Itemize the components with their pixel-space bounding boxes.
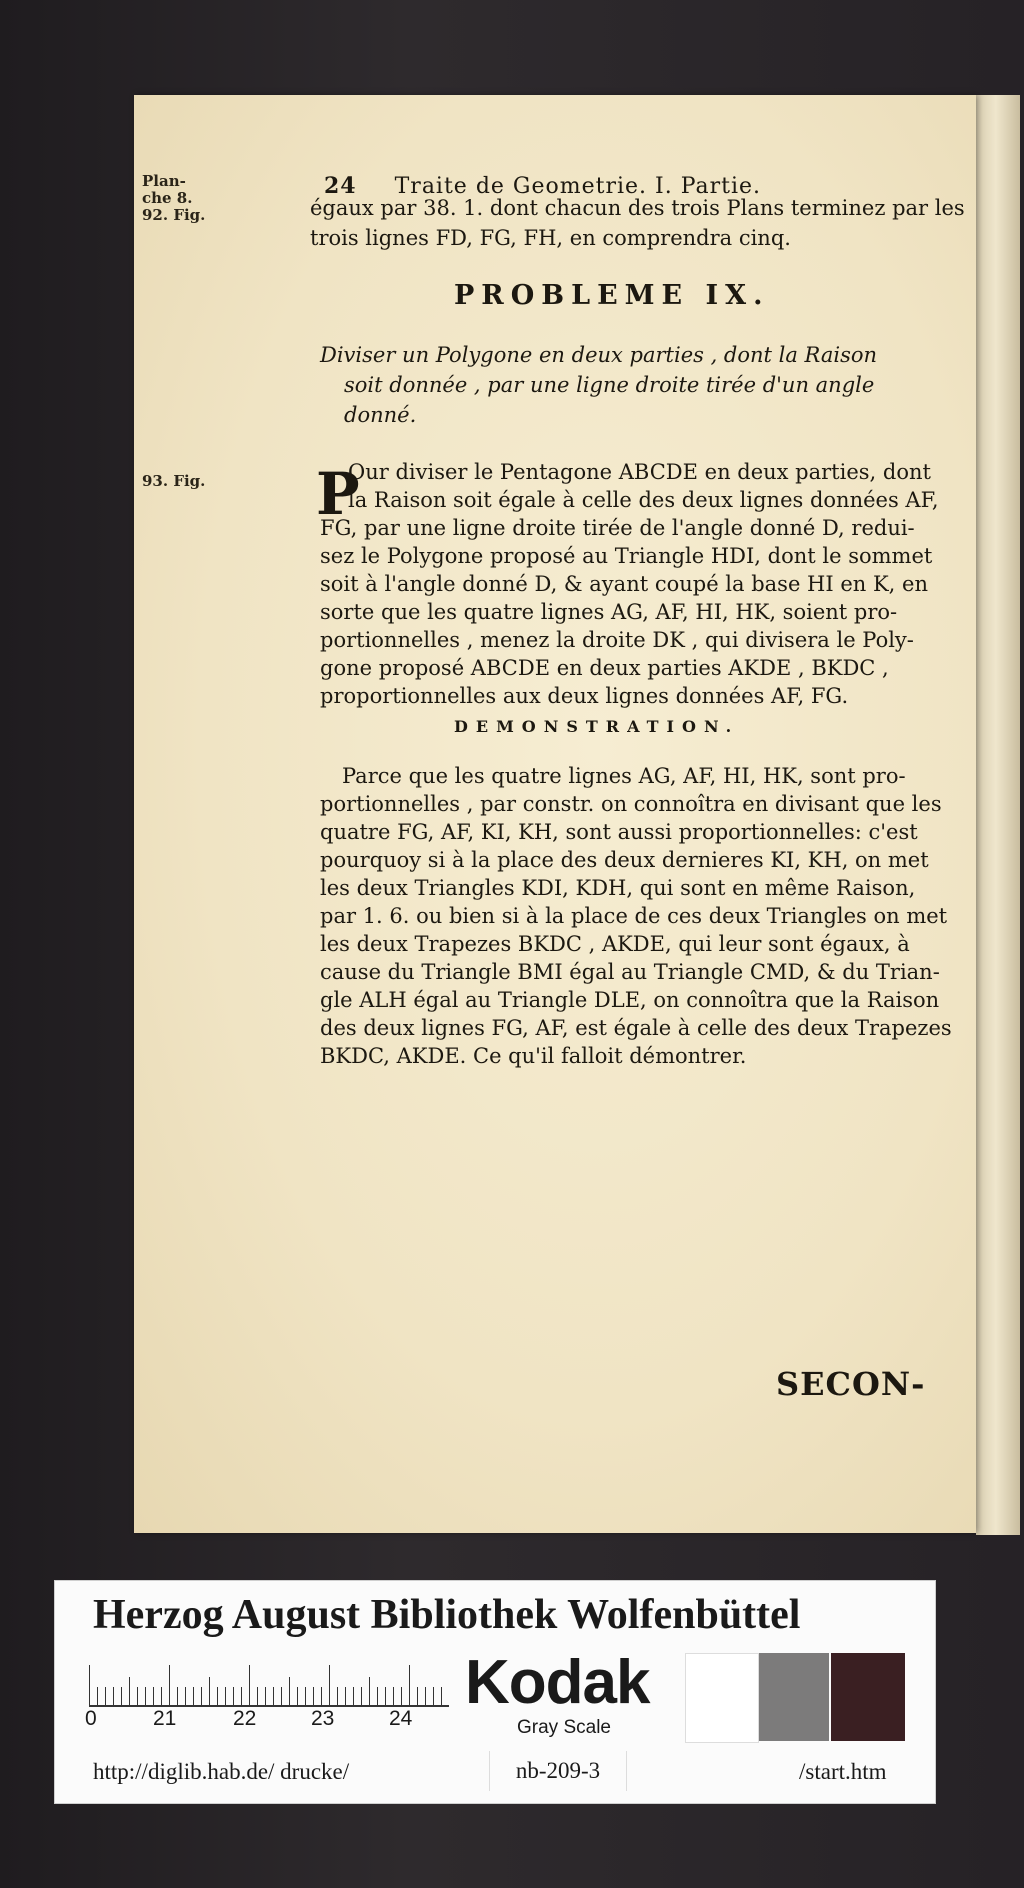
body-line: gone proposé ABCDE en deux parties AKDE , BKDC , [320,656,889,680]
dropcap: P [316,460,360,528]
text-line: égaux par 38. 1. dont chacun des trois Plans terminez par les [310,196,965,220]
ruler-tick [113,1687,114,1705]
demonstration-line: pourquoy si à la place des deux dernieres KI, KH, on met [320,848,929,872]
ruler-tick [345,1687,346,1705]
probleme-statement-line: donné. [344,403,417,427]
ruler-tick [169,1665,170,1705]
page-number: 24 [324,173,357,199]
ruler-tick [281,1687,282,1705]
ruler-tick [321,1687,322,1705]
gray-swatch-white [685,1653,759,1743]
demonstration-line: les deux Trapezes BKDC , AKDE, qui leur sont égaux, à [320,932,910,956]
ruler-tick [265,1687,266,1705]
body-line: Our diviser le Pentagone ABCDE en deux parties, dont [348,460,931,484]
ruler-labels [85,1707,465,1733]
url-left: http://diglib.hab.de/ drucke/ [93,1759,350,1784]
ruler-tick [217,1687,218,1705]
ruler-tick [121,1687,122,1705]
ruler-tick [385,1687,386,1705]
body-line: portionnelles , menez la droite DK , qui divisera le Poly- [320,628,914,652]
ruler-tick [177,1687,178,1705]
ruler-tick [161,1687,162,1705]
ruler-tick [369,1677,370,1705]
ruler-tick [97,1687,98,1705]
ruler-tick [209,1677,210,1705]
ruler-tick [425,1687,426,1705]
identifier: nb-209-3 [515,1758,601,1783]
body-line: proportionnelles aux deux lignes données AF, FG. [320,684,849,708]
ruler-tick [137,1687,138,1705]
ruler-tick [409,1665,410,1705]
ruler [89,1653,449,1707]
ruler-label: 24 [389,1707,413,1730]
ruler-tick [257,1687,258,1705]
body-line: sorte que les quatre lignes AG, AF, HI, HK, soient pro- [320,600,898,624]
ruler-tick [401,1687,402,1705]
demonstration-line: cause du Triangle BMI égal au Triangle CMD, & du Trian- [320,960,940,984]
demonstration-line: gle ALH égal au Triangle DLE, on connoîtra que la Raison [320,988,940,1012]
ruler-tick [249,1665,250,1705]
demonstration-line: quatre FG, AF, KI, KH, sont aussi proportionnelles: c'est [320,820,918,844]
archive-card [54,1580,936,1804]
demonstration-line: portionnelles , par constr. on connoîtra en divisant que les [320,792,942,816]
margin-note-fig93: 93. Fig. [142,472,206,490]
ruler-tick [105,1687,106,1705]
library-title: Herzog August Bibliothek Wolfenbüttel [93,1592,801,1638]
ruler-tick [185,1687,186,1705]
ruler-tick [225,1687,226,1705]
ruler-tick [329,1665,330,1705]
margin-note-line: 92. Fig. [142,206,206,224]
ruler-tick [145,1687,146,1705]
ruler-tick [273,1687,274,1705]
ruler-tick [337,1687,338,1705]
probleme-title: PROBLEME IX. [454,280,770,311]
ruler-tick [297,1687,298,1705]
demonstration-title: DEMONSTRATION. [454,717,740,736]
ruler-tick [393,1687,394,1705]
gray-scale-label: Gray Scale [517,1717,611,1738]
margin-note-line: Plan- [142,172,186,190]
ruler-label: 23 [311,1707,335,1730]
ruler-tick [353,1687,354,1705]
ruler-tick [313,1687,314,1705]
demonstration-line: les deux Triangles KDI, KDH, qui sont en même Raison, [320,876,916,900]
ruler-tick [233,1687,234,1705]
ruler-tick [153,1687,154,1705]
ruler-tick [289,1677,290,1705]
url-right: /start.htm [799,1759,887,1784]
ruler-tick [305,1687,306,1705]
ruler-tick [193,1687,194,1705]
ruler-tick [361,1687,362,1705]
probleme-statement-line: soit donnée , par une ligne droite tirée d'un angle [344,373,875,397]
ruler-tick [377,1687,378,1705]
demonstration-line: BKDC, AKDE. Ce qu'il falloit démontrer. [320,1044,747,1068]
body-line: FG, par une ligne droite tirée de l'angle donné D, redui- [320,516,915,540]
demonstration-line: des deux lignes FG, AF, est égale à celle des deux Trapezes [320,1016,952,1040]
ruler-tick [417,1687,418,1705]
running-title: Traite de Geometrie. I. Partie. [394,174,762,199]
body-line: sez le Polygone proposé au Triangle HDI, dont le sommet [320,544,933,568]
ruler-label: 0 [85,1707,97,1730]
probleme-statement-line: Diviser un Polygone en deux parties , dont la Raison [320,343,878,367]
gray-swatch-mid [759,1653,829,1741]
ruler-tick [241,1687,242,1705]
book-page [134,95,976,1533]
margin-note-line: che 8. [142,189,193,207]
text-line: trois lignes FD, FG, FH, en comprendra cinq. [310,226,791,250]
ruler-tick [433,1687,434,1705]
catchword: SECON- [776,1365,926,1403]
ruler-tick [201,1687,202,1705]
body-line: la Raison soit égale à celle des deux lignes données AF, [348,488,939,512]
ruler-tick [441,1687,442,1705]
ruler-label: 22 [233,1707,257,1730]
ruler-label: 21 [153,1707,177,1730]
ruler-tick [129,1677,130,1705]
demonstration-line: Parce que les quatre lignes AG, AF, HI, HK, sont pro- [342,764,906,788]
gray-swatch-dark [831,1653,905,1741]
kodak-logo: Kodak [465,1648,650,1717]
identifier-box [489,1751,627,1791]
facing-page-edge [976,95,1020,1535]
ruler-tick [89,1665,90,1705]
demonstration-line: par 1. 6. ou bien si à la place de ces deux Triangles on met [320,904,948,928]
margin-note-planche [142,173,205,224]
body-line: soit à l'angle donné D, & ayant coupé la base HI en K, en [320,572,928,596]
